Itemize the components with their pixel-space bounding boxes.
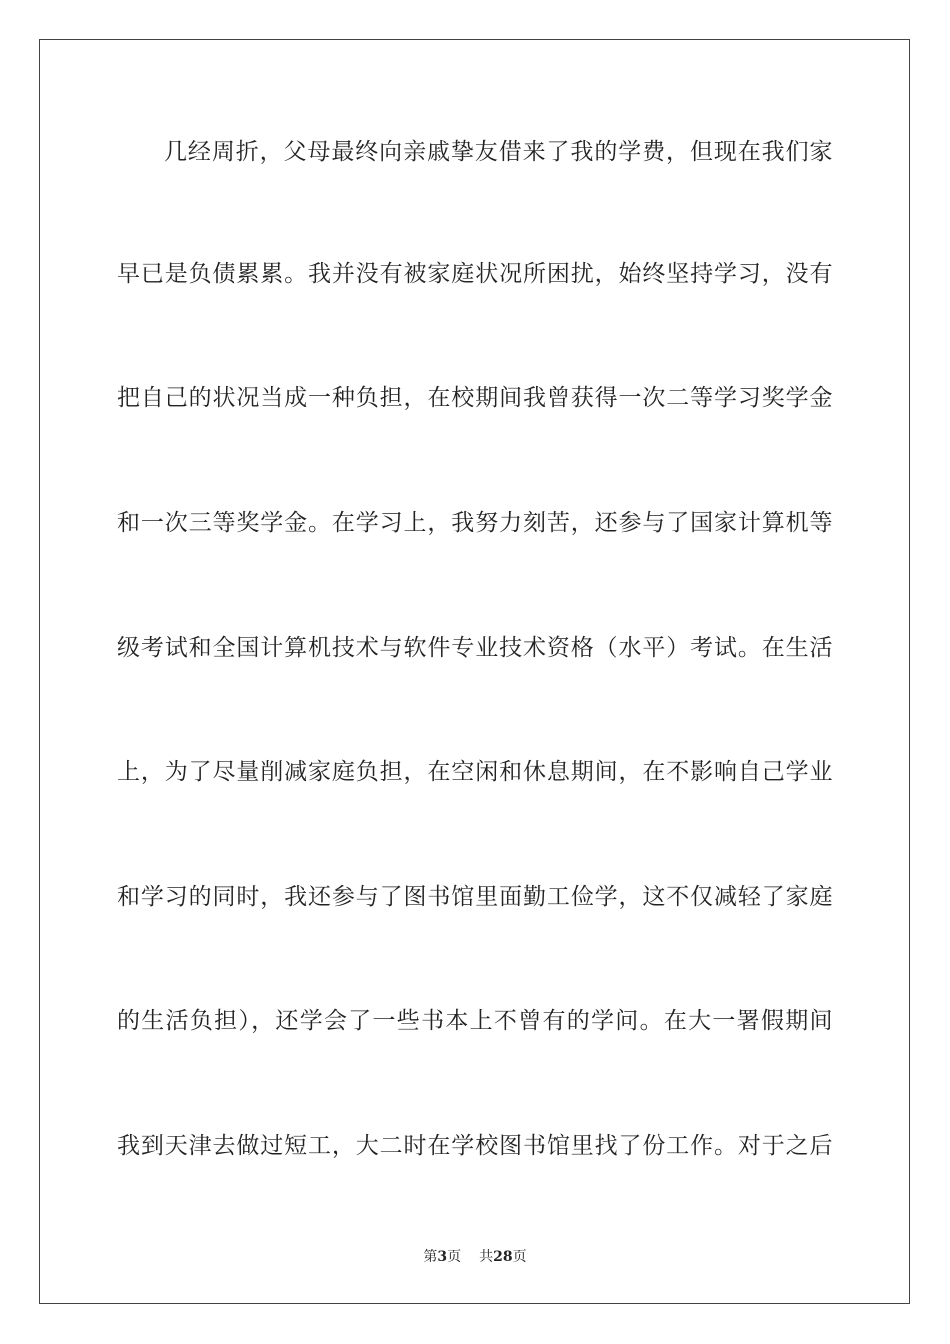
footer-total-suffix: 页: [512, 1249, 527, 1265]
paragraph-line-3: 把自己的状况当成一种负担，在校期间我曾获得一次二等学习奖学金: [117, 385, 833, 411]
paragraph-line-5: 级考试和全国计算机技术与软件专业技术资格（水平）考试。在生活: [117, 635, 833, 661]
paragraph-line-6: 上，为了尽量削减家庭负担，在空闲和休息期间，在不影响自己学业: [117, 759, 833, 785]
paragraph-line-9: 我到天津去做过短工，大二时在学校图书馆里找了份工作。对于之后: [117, 1133, 833, 1159]
paragraph-line-1: 几经周折，父母最终向亲戚挚友借来了我的学费，但现在我们家: [164, 139, 833, 165]
page-border: [39, 39, 910, 1304]
paragraph-line-8: 的生活负担），还学会了一些书本上不曾有的学问。在大一署假期间: [117, 1008, 833, 1034]
footer-page-suffix: 页: [447, 1249, 462, 1265]
page-footer: [0, 1248, 950, 1266]
paragraph-line-7: 和学习的同时，我还参与了图书馆里面勤工俭学，这不仅减轻了家庭: [117, 884, 833, 910]
footer-page-current: 3: [437, 1249, 448, 1265]
paragraph-line-4: 和一次三等奖学金。在学习上，我努力刻苦，还参与了国家计算机等: [117, 510, 833, 536]
paragraph-line-2: 早已是负债累累。我并没有被家庭状况所困扰，始终坚持学习，没有: [117, 261, 833, 287]
footer-page-prefix: 第: [423, 1249, 438, 1265]
footer-total-prefix: 共: [479, 1249, 494, 1265]
footer-page-total: 28: [493, 1249, 513, 1265]
